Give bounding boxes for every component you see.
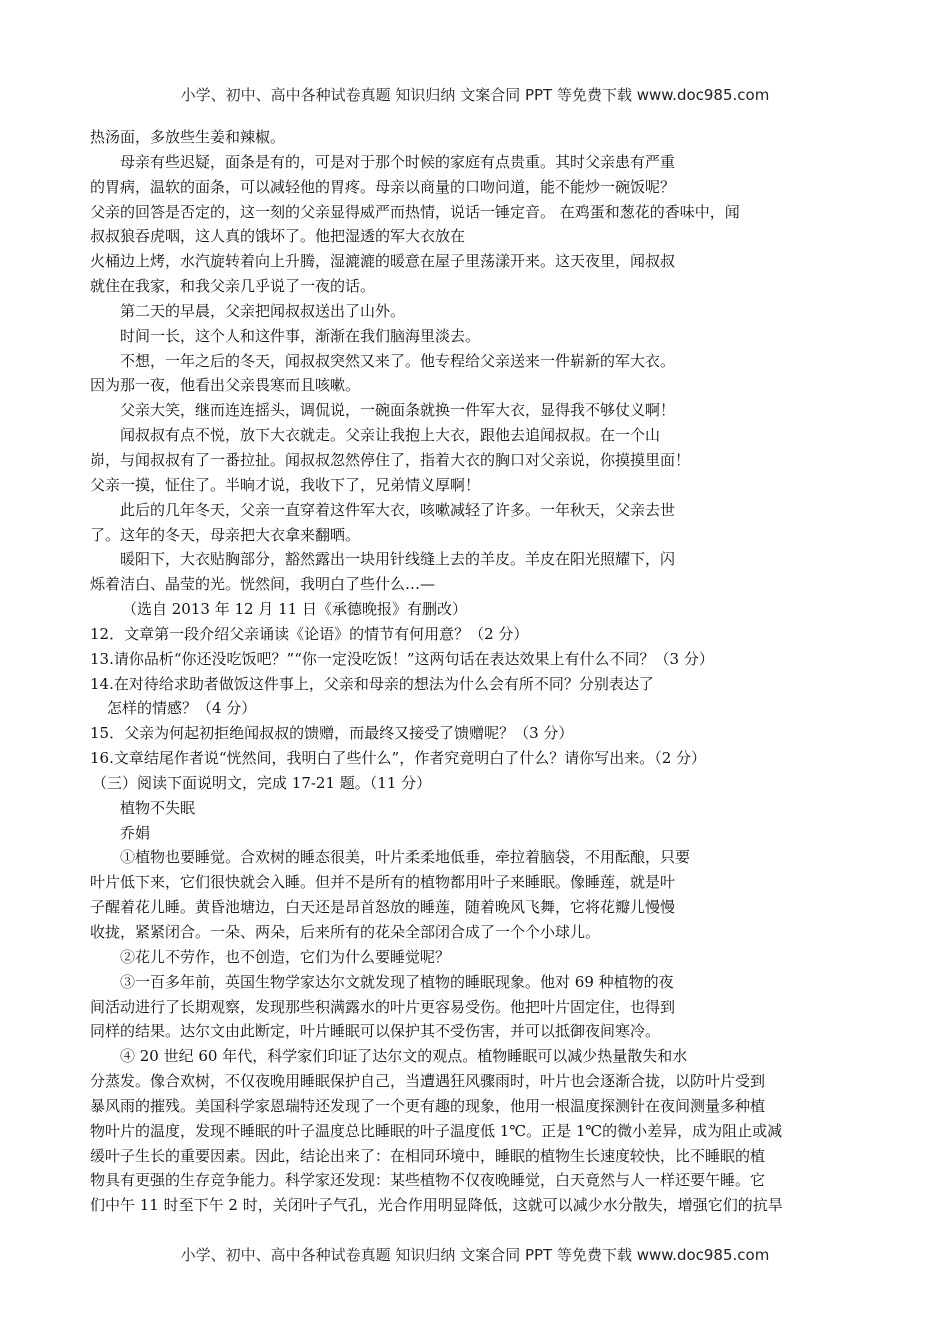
text-line: 峁，与闻叔叔有了一番拉扯。闻叔叔忽然停住了，指着大衣的胸口对父亲说，你摸摸里面！ xyxy=(90,450,691,469)
text-line: 15．父亲为何起初拒绝闻叔叔的馈赠，而最终又接受了馈赠呢？（3 分） xyxy=(90,724,574,743)
text-line: 因为那一夜，他看出父亲畏寒而且咳嗽。 xyxy=(90,376,361,395)
text-line: 烁着洁白、晶莹的光。恍然间，我明白了些什么…— xyxy=(90,575,436,594)
text-line: 的胃病，温软的面条，可以减轻他的胃疼。母亲以商量的口吻问道，能不能炒一碗饭呢？ xyxy=(90,177,676,196)
text-line: 植物不失眠 xyxy=(120,798,196,817)
text-line: 父亲的回答是否定的，这一刻的父亲显得威严而热情，说话一锤定音。 在鸡蛋和葱花的香味中，闻 xyxy=(90,202,740,221)
text-line: ②花儿不劳作，也不创造，它们为什么要睡觉呢？ xyxy=(120,947,451,966)
text-line: 闻叔叔有点不悦，放下大衣就走。父亲让我抱上大衣，跟他去追闻叔叔。在一个山 xyxy=(120,426,661,445)
text-line: ①植物也要睡觉。合欢树的睡态很美，叶片柔柔地低垂，牵拉着脑袋，不用酝酿，只要 xyxy=(120,848,691,867)
text-line: 13.请你品析“你还没吃饭吧？”“你一定没吃饭！”这两句话在表达效果上有什么不同？（3 分） xyxy=(90,649,714,668)
text-line: 物叶片的温度，发现不睡眠的叶子温度总比睡眠的叶子温度低 1℃。正是 1℃的微小差异，成为阻止或减 xyxy=(90,1121,783,1140)
text-line: 物具有更强的生存竞争能力。科学家还发现：某些植物不仅夜晚睡觉，白天竟然与人一样还要午睡。它 xyxy=(90,1171,766,1190)
text-line: 缓叶子生长的重要因素。因此，结论出来了：在相同环境中，睡眠的植物生长速度较快，比不睡眠的植 xyxy=(90,1146,766,1165)
text-line: 叶片低下来，它们很快就会入睡。但并不是所有的植物都用叶子来睡眠。像睡莲，就是叶 xyxy=(90,873,676,892)
page-footer: 小学、初中、高中各种试卷真题 知识归纳 文案合同 PPT 等免费下载 www.doc985.com xyxy=(180,1246,770,1264)
text-line: 怎样的情感？（4 分） xyxy=(107,699,257,718)
page-header: 小学、初中、高中各种试卷真题 知识归纳 文案合同 PPT 等免费下载 www.doc985.com xyxy=(180,86,770,104)
text-line: 不想，一年之后的冬天，闻叔叔突然又来了。他专程给父亲送来一件崭新的军大衣。 xyxy=(120,351,676,370)
text-line: 第二天的早晨，父亲把闻叔叔送出了山外。 xyxy=(120,301,406,320)
text-line: 了。这年的冬天，母亲把大衣拿来翻晒。 xyxy=(90,525,361,544)
text-line: 14.在对待给求助者做饭这件事上，父亲和母亲的想法为什么会有所不同？分别表达了 xyxy=(90,674,654,693)
text-line: （选自 2013 年 12 月 11 日《承德晚报》有删改） xyxy=(122,600,467,619)
text-line: 间活动进行了长期观察，发现那些积满露水的叶片更容易受伤。他把叶片固定住，也得到 xyxy=(90,997,676,1016)
text-line: 热汤面，多放些生姜和辣椒。 xyxy=(90,128,286,146)
text-line: 母亲有些迟疑，面条是有的，可是对于那个时候的家庭有点贵重。其时父亲患有严重 xyxy=(120,152,676,171)
text-line: 子醒着花儿睡。黄昏池塘边，白天还是昂首怒放的睡莲，随着晚风飞舞，它将花瓣儿慢慢 xyxy=(90,898,676,917)
text-line: ③一百多年前，英国生物学家达尔文就发现了植物的睡眠现象。他对 69 种植物的夜 xyxy=(120,972,674,991)
text-line: 12．文章第一段介绍父亲诵读《论语》的情节有何用意？（2 分） xyxy=(90,624,529,643)
text-line: 同样的结果。达尔文由此断定，叶片睡眠可以保护其不受伤害，并可以抵御夜间寒冷。 xyxy=(90,1022,661,1041)
text-line: 16.文章结尾作者说“恍然间，我明白了些什么”，作者究竟明白了什么？请你写出来。（2 分） xyxy=(90,749,707,768)
text-line: 时间一长，这个人和这件事，渐渐在我们脑海里淡去。 xyxy=(120,326,481,345)
text-line: 暴风雨的摧残。美国科学家恩瑞特还发现了一个更有趣的现象，他用一根温度探测针在夜间测量多种植 xyxy=(90,1096,766,1115)
text-line: 分蒸发。像合欢树，不仅夜晚用睡眠保护自己，当遭遇狂风骤雨时，叶片也会逐渐合拢，以防叶片受到 xyxy=(90,1072,766,1091)
text-line: 收拢，紧紧闭合。一朵、两朵，后来所有的花朵全部闭合成了一个个小球儿。 xyxy=(90,923,601,941)
text-line: 们中午 11 时至下午 2 时，关闭叶子气孔，光合作用明显降低，这就可以减少水分散失，增强它们的抗旱 xyxy=(90,1196,783,1215)
text-line: 乔娟 xyxy=(120,823,151,842)
text-line: 此后的几年冬天，父亲一直穿着这件军大衣，咳嗽减轻了许多。一年秋天，父亲去世 xyxy=(120,500,676,519)
text-line: 火桶边上烤，水汽旋转着向上升腾，湿漉漉的暖意在屋子里荡漾开来。这天夜里，闻叔叔 xyxy=(90,252,676,271)
text-line: 就住在我家，和我父亲几乎说了一夜的话。 xyxy=(90,277,376,296)
text-line: （三）阅读下面说明文，完成 17-21 题。（11 分） xyxy=(92,773,432,792)
text-line: 父亲大笑，继而连连摇头，调侃说，一碗面条就换一件军大衣，显得我不够仗义啊！ xyxy=(120,401,676,420)
text-line: 叔叔狼吞虎咽，这人真的饿坏了。他把湿透的军大衣放在 xyxy=(90,227,466,246)
text-line: 父亲一摸，怔住了。半晌才说，我收下了，兄弟情义厚啊！ xyxy=(90,475,481,494)
text-line: ④ 20 世纪 60 年代，科学家们印证了达尔文的观点。植物睡眠可以减少热量散失和水 xyxy=(120,1047,688,1066)
text-line: 暖阳下，大衣贴胸部分，豁然露出一块用针线缝上去的羊皮。羊皮在阳光照耀下，闪 xyxy=(120,550,676,569)
document-body xyxy=(90,125,865,1218)
